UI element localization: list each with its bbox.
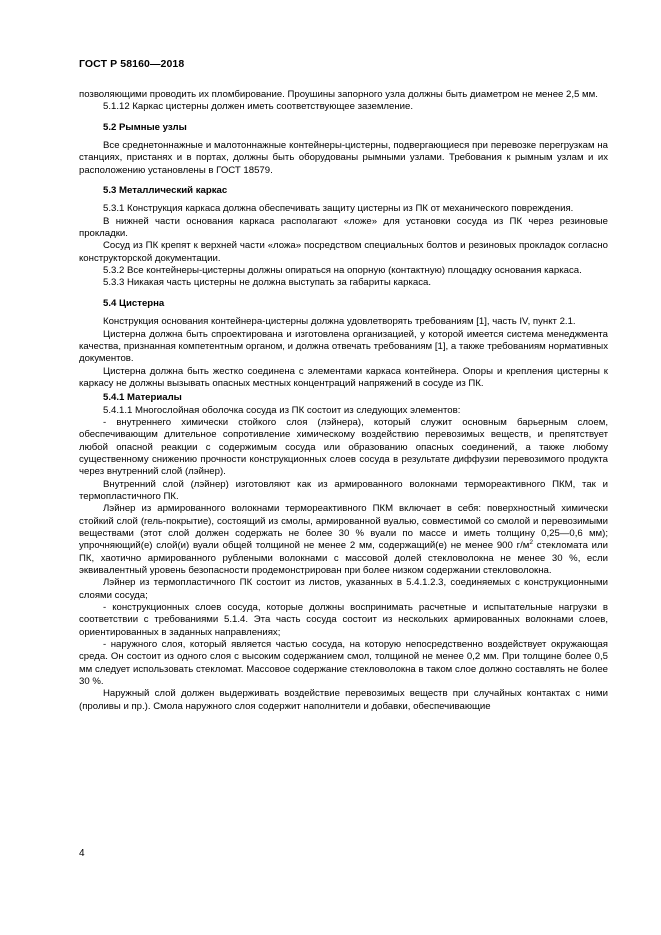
superscript: 2	[529, 539, 534, 547]
paragraph: Цистерна должна быть жестко соединена с элементами каркаса контейнера. Опоры и крепления цистерны к каркасу не должны вызывать опасных местных концентраций напряжений в сосуде из ПК.	[79, 365, 608, 389]
paragraph: Наружный слой должен выдерживать воздействие перевозимых веществ при случайных контактах с ними (проливы и пр.). Смола наружного слоя содержит наполнители и добавки, обеспечивающие	[79, 688, 608, 712]
subsection-heading-5-4-1: 5.4.1 Материалы	[103, 392, 182, 404]
section-heading-5-4: 5.4 Цистерна	[103, 297, 165, 309]
text-run: стекломата или ПК, хаотично армированного рублеными волокнами с массовой долей стекловолокна не менее 30 %, если эквивалентный уровень безопасности продемонстрирован при более низком содержании стекловолокна.	[79, 540, 608, 577]
paragraph: позволяющими проводить их пломбирование. Проушины запорного узла должны быть диаметром не менее 2,5 мм.	[79, 89, 598, 100]
list-item: - конструкционных слоев сосуда, которые должны воспринимать расчетные и испытательные нагрузки в соответствии с требованиями 5.1.4. Эта часть сосуда состоит из нескольких армированных волокнами слоев, ориентированных в заданных направлениях;	[79, 602, 608, 638]
paragraph: 5.3.2 Все контейнеры-цистерны должны опираться на опорную (контактную) площадку основания каркаса.	[103, 265, 582, 277]
document-body	[79, 89, 608, 713]
paragraph: 5.3.3 Никакая часть цистерны не должна выступать за габариты каркаса.	[103, 277, 432, 289]
section-heading-5-3: 5.3 Металлический каркас	[103, 185, 228, 197]
paragraph: 5.3.1 Конструкция каркаса должна обеспечивать защиту цистерны из ПК от механического повреждения.	[103, 203, 574, 215]
paragraph: Лэйнер из термопластичного ПК состоит из листов, указанных в 5.4.1.2.3, соединяемых с конструкционными слоями сосуда;	[79, 577, 608, 601]
paragraph: Все среднетоннажные и малотоннажные контейнеры-цистерны, подвергающиеся при перевозке перегрузкам на станциях, пристанях и в портах, должны быть оборудованы рымными узлами. Требования к рымным узлам и их расположению установлены в ГОСТ 18579.	[79, 140, 608, 176]
document-header: ГОСТ Р 58160—2018	[79, 58, 185, 70]
list-item: - внутреннего химически стойкого слоя (лэйнера), который служит основным барьерным слоем, обеспечивающим длительное сопротивление химическому воздействию перевозимых веществ, и препятствует любой опасной реакции с содержимым сосуда или образованию опасных соединений, а также любому существенному снижению прочности конструкционных слоев сосуда в результате диффузии перевозимого продукта через внутренний слой (лэйнер).	[79, 416, 608, 478]
paragraph	[79, 503, 608, 577]
paragraph: В нижней части основания каркаса располагают «ложе» для установки сосуда из ПК через резиновые прокладки.	[79, 215, 608, 240]
paragraph: 5.1.12 Каркас цистерны должен иметь соответствующее заземление.	[103, 101, 414, 113]
section-heading-5-2: 5.2 Рымные узлы	[103, 121, 187, 133]
paragraph: Цистерна должна быть спроектирована и изготовлена организацией, у которой имеется система менеджмента качества, признанная компетентным органом, и должна отвечать требованиям [1], а также требованиям нормативных документов.	[79, 328, 608, 365]
list-item: - наружного слоя, который является частью сосуда, на которую непосредственно воздействует окружающая среда. Он состоит из одного слоя с высоким содержанием смол, толщиной не менее 0,2 мм. При толщине более 0,5 мм следует использовать стекломат. Массовое содержание стекловолокна в таком слое должно составлять не более 30 %.	[79, 639, 608, 688]
text-run: Лэйнер из армированного волокнами термореактивного ПКМ включает в себя: поверхностный химически стойкий слой (гель-покрытие), состоящий из смолы, армированной вуалью, совместимой со смолой и перевозимыми веществами (этот слой должен содержать не более 30 % вуали по массе и иметь толщину 0,25—0,6 мм); упрочняющий(е) слой(и) вуали общей толщиной не менее 2 мм, содержащий(е) не менее 900 г/м	[79, 503, 608, 552]
page-number: 4	[79, 848, 85, 859]
paragraph: Сосуд из ПК крепят к верхней части «ложа» посредством специальных болтов и резиновых прокладок согласно конструкторской документации.	[79, 240, 608, 264]
paragraph: Конструкция основания контейнера-цистерны должна удовлетворять требованиям [1], часть IV, пункт 2.1.	[103, 316, 576, 328]
paragraph: Внутренний слой (лэйнер) изготовляют как из армированного волокнами термореактивного ПКМ, так и термопластичного ПК.	[79, 478, 608, 502]
paragraph: 5.4.1.1 Многослойная оболочка сосуда из ПК состоит из следующих элементов:	[103, 404, 461, 416]
